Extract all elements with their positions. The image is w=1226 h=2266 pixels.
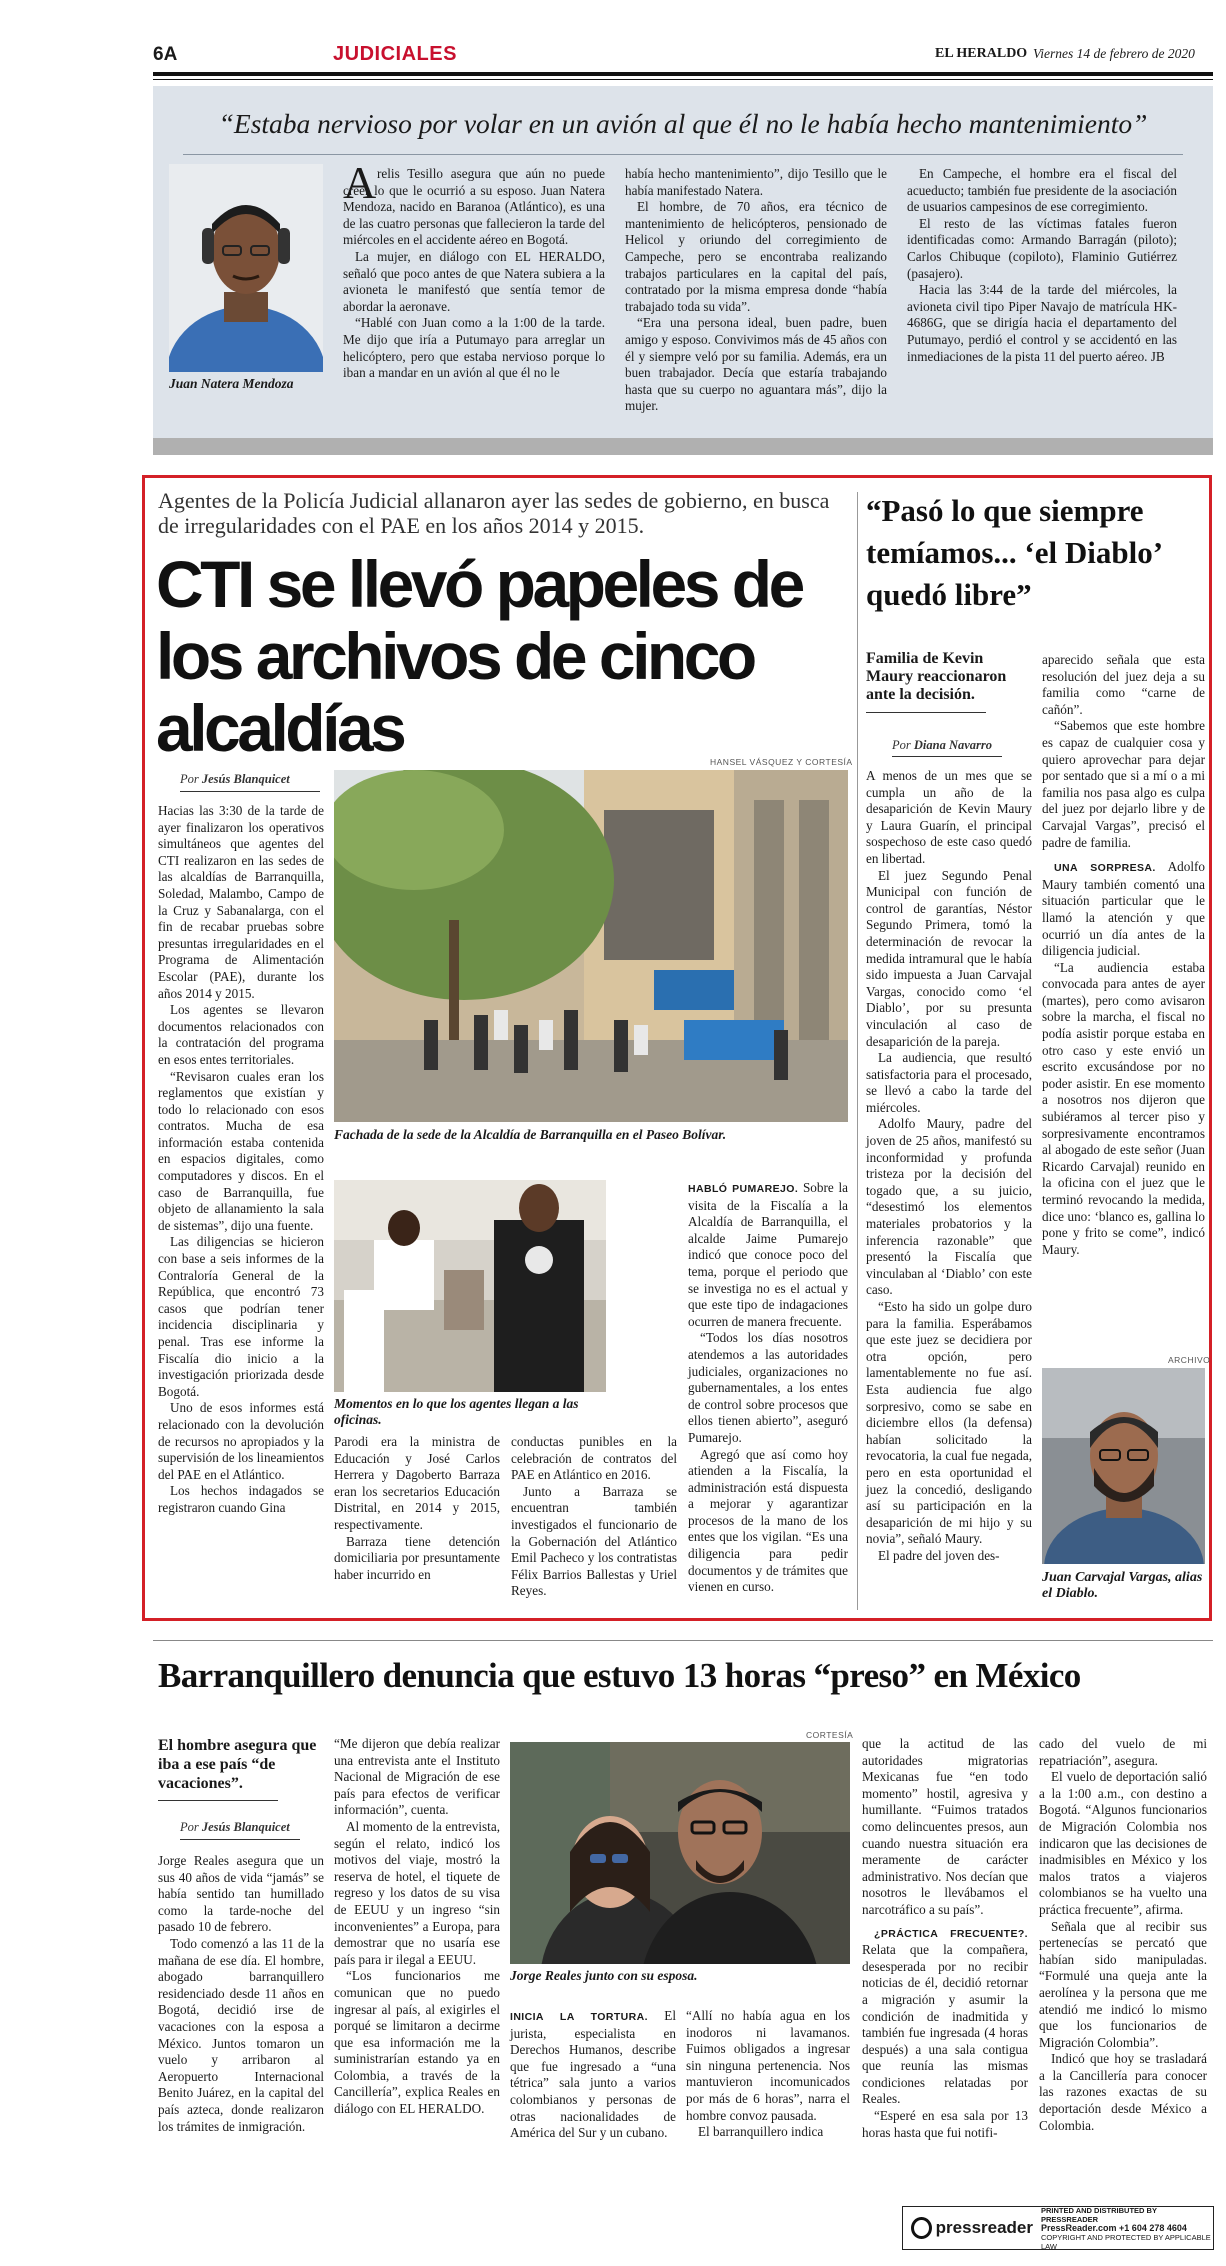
paragraph: Junto a Barraza se encuentran también investigados el funcionario de la Gobernación del Atlántico Emil Pacheco y los contratistas Félix Barrios Ballestas y Uriel Reyes. xyxy=(511,1483,677,1599)
paragraph: “Era una persona ideal, buen padre, buen amigo y esposo. Convivimos más de 45 años con él y siempre veló por su familia. Además, era un buen trabajador. Decía que estaría trabajando hasta que su cuerpo no aguantara más”, dijo la mujer. xyxy=(625,315,887,414)
paragraph: Los agentes se llevaron documentos relacionados con la contratación del programa en esos entes territoriales. xyxy=(158,1002,324,1067)
paragraph: Los hechos indagados se registraron cuando Gina xyxy=(158,1483,324,1515)
cti-deck: Agentes de la Policía Judicial allanaron ayer las sedes de gobierno, en busca de irregularidades con el PAE en los años 2014 y 2015. xyxy=(158,488,830,538)
paragraph: Al momento de la entrevista, según el relato, indicó los motivos del viaje, mostró la reserva de hotel, el tiquete de regreso y los datos de su visa de EEUU y un ingreso “sin inconvenientes” a Europa, para demostrar que no usaría ese país para ir ilegal a EEUU. xyxy=(334,1818,500,1967)
paragraph: La audiencia, que resultó satisfactoria para el procesado, se llevó a cabo la tarde del miércoles. xyxy=(866,1050,1032,1115)
paragraph: que la actitud de las autoridades migratorias Mexicanas fue “en todo momento” hostil, agresiva y humillante. “Fuimos tratados como delincuentes presos, aun cuando nuestra situación era meramente de carácter administrativo. Nos decían que nosotros le llevábamos el narcotráfico a su país”. xyxy=(862,1736,1028,1917)
mexico-byline xyxy=(180,1820,290,1835)
mexico-subhead: El hombre asegura que iba a ese país “de vacaciones”. xyxy=(158,1737,317,1792)
diablo-headline: “Pasó lo que siempre temíamos... ‘el Diablo’ quedó libre” xyxy=(866,493,1161,612)
mexico-col1 xyxy=(158,1853,324,2135)
pressreader-logo-icon xyxy=(911,2217,932,2239)
mexico-col3 xyxy=(510,2008,676,2142)
alcaldia-caption: Fachada de la sede de la Alcaldía de Barranquilla en el Paseo Bolívar. xyxy=(334,1127,727,1142)
pressreader-line2: PressReader.com +1 604 278 4604 xyxy=(1041,2222,1187,2233)
diablo-subhead: Familia de Kevin Maury reaccionaron ante la decisión. xyxy=(866,650,1007,703)
mexico-col2 xyxy=(334,1736,500,2118)
byline-author: Jesús Blanquicet xyxy=(201,772,290,786)
paragraph: conductas punibles en la celebración de contratos del PAE en Atlántico en 2016. xyxy=(511,1434,677,1483)
mexico-col4 xyxy=(686,2008,850,2141)
practica-kicker: ¿PRÁCTICA FRECUENTE?. xyxy=(874,1927,1028,1940)
diablo-col2 xyxy=(1042,652,1205,1258)
paragraph: “Esperé en esa sala por 13 horas hasta que fui notifi- xyxy=(862,2108,1028,2140)
header-rule xyxy=(153,72,1213,76)
page-number: 6A xyxy=(153,44,178,65)
page-header xyxy=(153,40,1213,72)
photo-credit: HANSEL VÁSQUEZ Y CORTESÍA xyxy=(710,757,853,767)
byline-rule xyxy=(180,1839,300,1840)
gray-separator-band xyxy=(153,438,1213,455)
sorpresa-kicker: UNA SORPRESA. xyxy=(1054,862,1156,875)
pumarejo-kicker: HABLÓ PUMAREJO. xyxy=(688,1183,799,1195)
byline-author: Jesús Blanquicet xyxy=(201,1820,290,1834)
header-rule-thin xyxy=(153,79,1213,80)
paragraph: relis Tesillo asegura que aún no puede creer lo que le ocurrió a su esposo. Juan Natera Mendoza, nacido en Baranoa (Atlántico), es una de las cuatro personas que fallecieron la tarde del miércoles en el accidente aéreo en Bogotá. xyxy=(343,166,605,248)
paragraph: El padre del joven des- xyxy=(878,1547,1000,1563)
paragraph: Agregó que así como hoy atienden a la Fiscalía, la administración está dispuesta a mejorar y agarantizar procesos de la mano de los entes que los vigilan. “Es una diligencia para pedir documentos y de trámites que vienen en curso. xyxy=(688,1446,848,1595)
paragraph: Sobre la visita de la Fiscalía a la Alcaldía de Barranquilla, el alcalde Jaime Pumarejo indicó que conoce poco del tema, porque el periodo que se investiga no es el actual y que este tipo de indagaciones ocurren de manera frecuente. xyxy=(688,1180,848,1329)
pressreader-notice xyxy=(1041,2206,1213,2251)
plane-crash-col2 xyxy=(625,166,887,415)
paragraph: Uno de esos informes está relacionado con la devolución de recursos no apropiados y la supervisión de los lineamientos del PAE en el Atlántico. xyxy=(158,1400,324,1482)
issue-date: Viernes 14 de febrero de 2020 xyxy=(1033,46,1195,61)
paragraph: había hecho mantenimiento”, dijo Tesillo que le había manifestado Natera. xyxy=(625,166,887,198)
paragraph: aparecido señala que esta resolución del juez deja a su familia como “carne de cañón”. xyxy=(1042,652,1205,717)
agents-caption: Momentos en lo que los agentes llegan a las oficinas. xyxy=(334,1396,579,1427)
paragraph: “Hablé con Juan como a la 1:00 de la tarde. Me dijo que iría a Putumayo para arreglar un helicóptero, pero que estaba nervioso porque lo iban a mandar en un avión al que él no le xyxy=(343,315,605,381)
paragraph: “Sabemos que este hombre es capaz de cualquier cosa y quiero aprovechar para dejar por sentado que si a mí o a mi familia nos pasa algo es culpa del juez por dejarlo libre y de Carvajal Vargas”, precisó el padre de familia. xyxy=(1042,718,1205,850)
paragraph: Señala que al recibir sus pertenecías se percató que habían sido manipuladas. “Formulé una queja ante la aerolínea y la persona que me atendió me indicó lo mismo que los funcionarios de Migración Colombia”. xyxy=(1039,1918,1207,2050)
paragraph: Indicó que hoy se trasladará a la Cancillería para conocer las razones exactas de su deportación desde México a Colombia. xyxy=(1039,2051,1207,2133)
drop-cap: A xyxy=(343,157,377,208)
pressreader-line3: COPYRIGHT AND PROTECTED BY APPLICABLE LAW xyxy=(1041,2232,1211,2251)
paragraph: cado del vuelo de mi repatriación”, asegura. xyxy=(1039,1736,1207,1768)
plane-crash-headline: “Estaba nervioso por volar en un avión al que él no le había hecho mantenimiento” xyxy=(218,108,1148,139)
cti-col4 xyxy=(688,1180,848,1596)
cti-col3 xyxy=(511,1434,677,1600)
photo-credit: CORTESÍA xyxy=(806,1730,854,1740)
paragraph: Parodi era la ministra de Educación y José Carlos Herrera y Dagoberto Barraza eran los secretarios Educación Distrital, en 2014 y 2015, respectivamente. xyxy=(334,1434,500,1532)
paragraph: Relata que la compañera, desesperada por no recibir noticias de él, decidió retornar a migración y asumir la condición de inadmitida y también fue ingresada (4 horas después) a una sala contigua que reunía las mismas condiciones relatadas por Reales. xyxy=(862,1942,1028,2107)
section-label: JUDICIALES xyxy=(333,43,457,65)
headline-divider xyxy=(183,154,1183,155)
paragraph: “Todos los días nosotros atendemos a las autoridades judiciales, organizaciones no gubernamentales, a los entes de control sobre procesos que ellos tienen abierto”, aseguró Pumarejo. xyxy=(688,1330,848,1445)
reales-couple-photo xyxy=(510,1742,850,1964)
byline-prefix: Por xyxy=(892,738,911,752)
mexico-col6 xyxy=(1039,1736,1207,2134)
paragraph: “Esto ha sido un golpe duro para la familia. Esperábamos que este juez se decidiera por otra opción, pero lamentablemente no fue así. Esta audiencia fue algo sorpresivo, como se sabe en diciembre ellos (la defensa) habían solicitado la revocatoria, la cual fue negada, pero en esta oportunidad el juez la concedió, desligando así su participación en la desaparición de mi hijo y su novia”, señaló Maury. xyxy=(866,1299,1032,1547)
pressreader-brand: pressreader xyxy=(935,2218,1033,2237)
plane-crash-col1 xyxy=(343,157,605,382)
byline-rule xyxy=(892,756,1002,757)
byline-prefix: Por xyxy=(180,1820,199,1834)
paragraph: Todo comenzó a las 11 de la mañana de ese día. El hombre, abogado barranquillero residenciado desde 11 años en Bogotá, decidió irse de vacaciones con la esposa a México. Juntos tomaron un vuelo y arribaron al Aeropuerto Internacional Benito Juárez, en la capital del país azteca, donde realizaron los trámites de inmigración. xyxy=(158,1935,324,2134)
subhead-rule xyxy=(866,712,986,713)
paragraph: Adolfo Maury también comentó una situación particular que le llamó la atención y que ocurrió un día antes de la diligencia judicial. xyxy=(1042,859,1205,959)
plane-crash-col3 xyxy=(907,166,1177,365)
mexico-headline: Barranquillero denuncia que estuvo 13 horas “preso” en México xyxy=(158,1656,1081,1695)
paragraph: Jorge Reales asegura que un sus 40 años de vida “jamás” se había sentido tan humillado como la tarde-noche del pasado 10 de febrero. xyxy=(158,1853,324,1935)
paragraph: El resto de las víctimas fatales fueron identificadas como: Armando Barragán (piloto); Carlos Chibuque (copiloto), Flaminio Gutiérrez (pasajero). xyxy=(907,215,1177,281)
paragraph: El vuelo de deportación salió a la 1:00 a.m., con destino a Bogotá. “Algunos funcionarios de Migración Colombia nos indicaron que las decisiones de inadmisibles en México y los malos tratos a viajeros colombianos se ha vuelto una práctica frecuente”, afirma. xyxy=(1039,1769,1207,1917)
juan-natera-photo xyxy=(169,164,323,372)
paragraph: “Revisaron cuales eran los reglamentos que existían y todo lo relacionado con esos contratos. Mucha de esa información estaba contenida en espacios digitales, como computadores y discos. En el caso de Barranquilla, fue objeto de allanamiento la sala de sistemas”, dijo una fuente. xyxy=(158,1068,324,1233)
mexico-top-rule xyxy=(153,1640,1213,1641)
paragraph: “Me dijeron que debía realizar una entrevista ante el Instituto Nacional de Migración de ese país para efectos de verificar información”, cuenta. xyxy=(334,1736,500,1818)
diablo-byline xyxy=(892,738,992,753)
byline-prefix: Por xyxy=(180,772,199,786)
paragraph: Hacia las 3:44 de la tarde del miércoles, la avioneta civil tipo Piper Navajo de matrícula HK-4686G, que se dirigía hacia el departamento del Putumayo, perdió el control y se accidentó en las inmediaciones de la pista 11 del puerto aéreo. JB xyxy=(907,282,1177,364)
cti-col1 xyxy=(158,803,324,1517)
agents-office-photo xyxy=(334,1180,606,1392)
paragraph: “Los funcionarios me comunican que no puedo ingresar al país, al exigirles el porqué se limitaron a decirme que esa información me la suministrarían estando ya en Colombia, a través de la Cancillería”, explica Reales en diálogo con EL HERALDO. xyxy=(334,1968,500,2117)
paragraph: A menos de un mes que se cumpla un año de la desaparición de Kevin Maury y Laura Guarín, el principal sospechoso de este caso quedó en libertad. xyxy=(866,768,1032,866)
column-divider xyxy=(857,492,858,1610)
plane-crash-box xyxy=(153,86,1213,446)
carvajal-caption: Juan Carvajal Vargas, alias el Diablo. xyxy=(1042,1570,1203,1601)
cti-byline xyxy=(180,772,290,787)
tortura-kicker: INICIA LA TORTURA. xyxy=(510,2011,648,2023)
reales-caption: Jorge Reales junto con su esposa. xyxy=(510,1968,698,1983)
paragraph: Barraza tiene detención domiciliaria por presuntamente haber incurrido en xyxy=(334,1533,500,1582)
pressreader-badge[interactable] xyxy=(902,2206,1214,2250)
paragraph: “Allí no había agua en los inodoros ni lavamanos. Fuimos obligados a ingresar sin ninguna pertenencia. Nos mantuvieron incomunicados por más de 6 horas”, narra el hombre convoz pausada. xyxy=(686,2008,850,2123)
carvajal-photo xyxy=(1042,1368,1205,1564)
diablo-col1 xyxy=(866,768,1032,1565)
paragraph: Las diligencias se hicieron con base a seis informes de la Contraloría General de la República, que encontró 73 casos que podrían tener incidencia disciplinaria y penal. Tras ese informe la Fiscalía dio inicio a la investigación priorizada desde Bogotá. xyxy=(158,1234,324,1399)
paragraph: La mujer, en diálogo con EL HERALDO, señaló que poco antes de que Natera subiera a la avioneta le manifestó que sentía temor de abordar la aeronave. xyxy=(343,248,605,314)
paragraph: Adolfo Maury, padre del joven de 25 años, manifestó su inconformidad y profunda tristeza por la decisión del togado que, a su juicio, “desestimó los elementos materiales probatorios y la inferencia razonable” que presentó la Fiscalía que vinculaban al ‘Diablo’ con este caso. xyxy=(866,1116,1032,1298)
paragraph: En Campeche, el hombre era el fiscal del acueducto; también fue presidente de la asociación de usuarios campesinos de ese corregimiento. xyxy=(907,166,1177,215)
paragraph: El barranquillero indica xyxy=(698,2124,824,2140)
byline-author: Diana Navarro xyxy=(913,738,993,752)
cti-col2 xyxy=(334,1434,500,1583)
juan-natera-caption: Juan Natera Mendoza xyxy=(169,376,294,391)
cti-headline: CTI se llevó papeles de los archivos de cinco alcaldías xyxy=(156,547,802,765)
subhead-rule xyxy=(158,1800,278,1801)
byline-rule xyxy=(180,791,320,792)
newspaper-name: EL HERALDO xyxy=(935,46,1028,61)
paragraph: El juez Segundo Penal Municipal con función de control de garantías, Néstor Segundo Primera, tomó la determinación de revocar la medida intramural que le había sido impuesta a Juan Carvajal Vargas, conocido como ‘el Diablo’, por su presunta vinculación al caso de desaparición de la pareja. xyxy=(866,867,1032,1049)
paragraph: Hacias las 3:30 de la tarde de ayer finalizaron los operativos simultáneos que agentes del CTI realizaron en las sedes de las alcaldías de Barranquilla, Soledad, Malambo, Campo de la Cruz y Sabanalarga, con el fin de recabar pruebas sobre presuntas irregularidades en el Programa de Alimentación Escolar (PAE), durante los años 2014 y 2015. xyxy=(158,803,324,1001)
alcaldia-facade-photo xyxy=(334,770,848,1122)
paragraph: El hombre, de 70 años, era técnico de mantenimiento de helicópteros, pensionado de Helicol y oriundo del corregimiento de Campeche, pero se encontraba realizando trabajos particulares en la capital del país, contratado por la misma empresa donde “había trabajado toda su vida”. xyxy=(625,199,887,314)
mexico-col5 xyxy=(862,1736,1028,2141)
paragraph: El jurista, especialista en Derechos Humanos, describe que fue ingresado a “una tétrica” sala junto a varios colombianos y personas de otras nacionalidades de América del Sur y un cubano. xyxy=(510,2008,677,2141)
pressreader-line1: PRINTED AND DISTRIBUTED BY PRESSREADER xyxy=(1041,2205,1157,2224)
paragraph: “La audiencia estaba convocada para antes de ayer (martes), pero como avisaron sobre la marcha, el fiscal no podía asistir porque estaba en otro caso y este envió un escrito excusándose por no poder asistir. En ese momento a nosotros nos dijeron que subiéramos al tercer piso y sorpresivamente encontramos al abogado de este señor (Juan Ricardo Carvajal) reunido en la oficina con el juez que le terminó revocando la medida, dice uno: ‘blanco es, gallina lo pone y frito se come”, indicó Maury. xyxy=(1042,959,1205,1257)
photo-credit: ARCHIVO xyxy=(1168,1355,1211,1365)
